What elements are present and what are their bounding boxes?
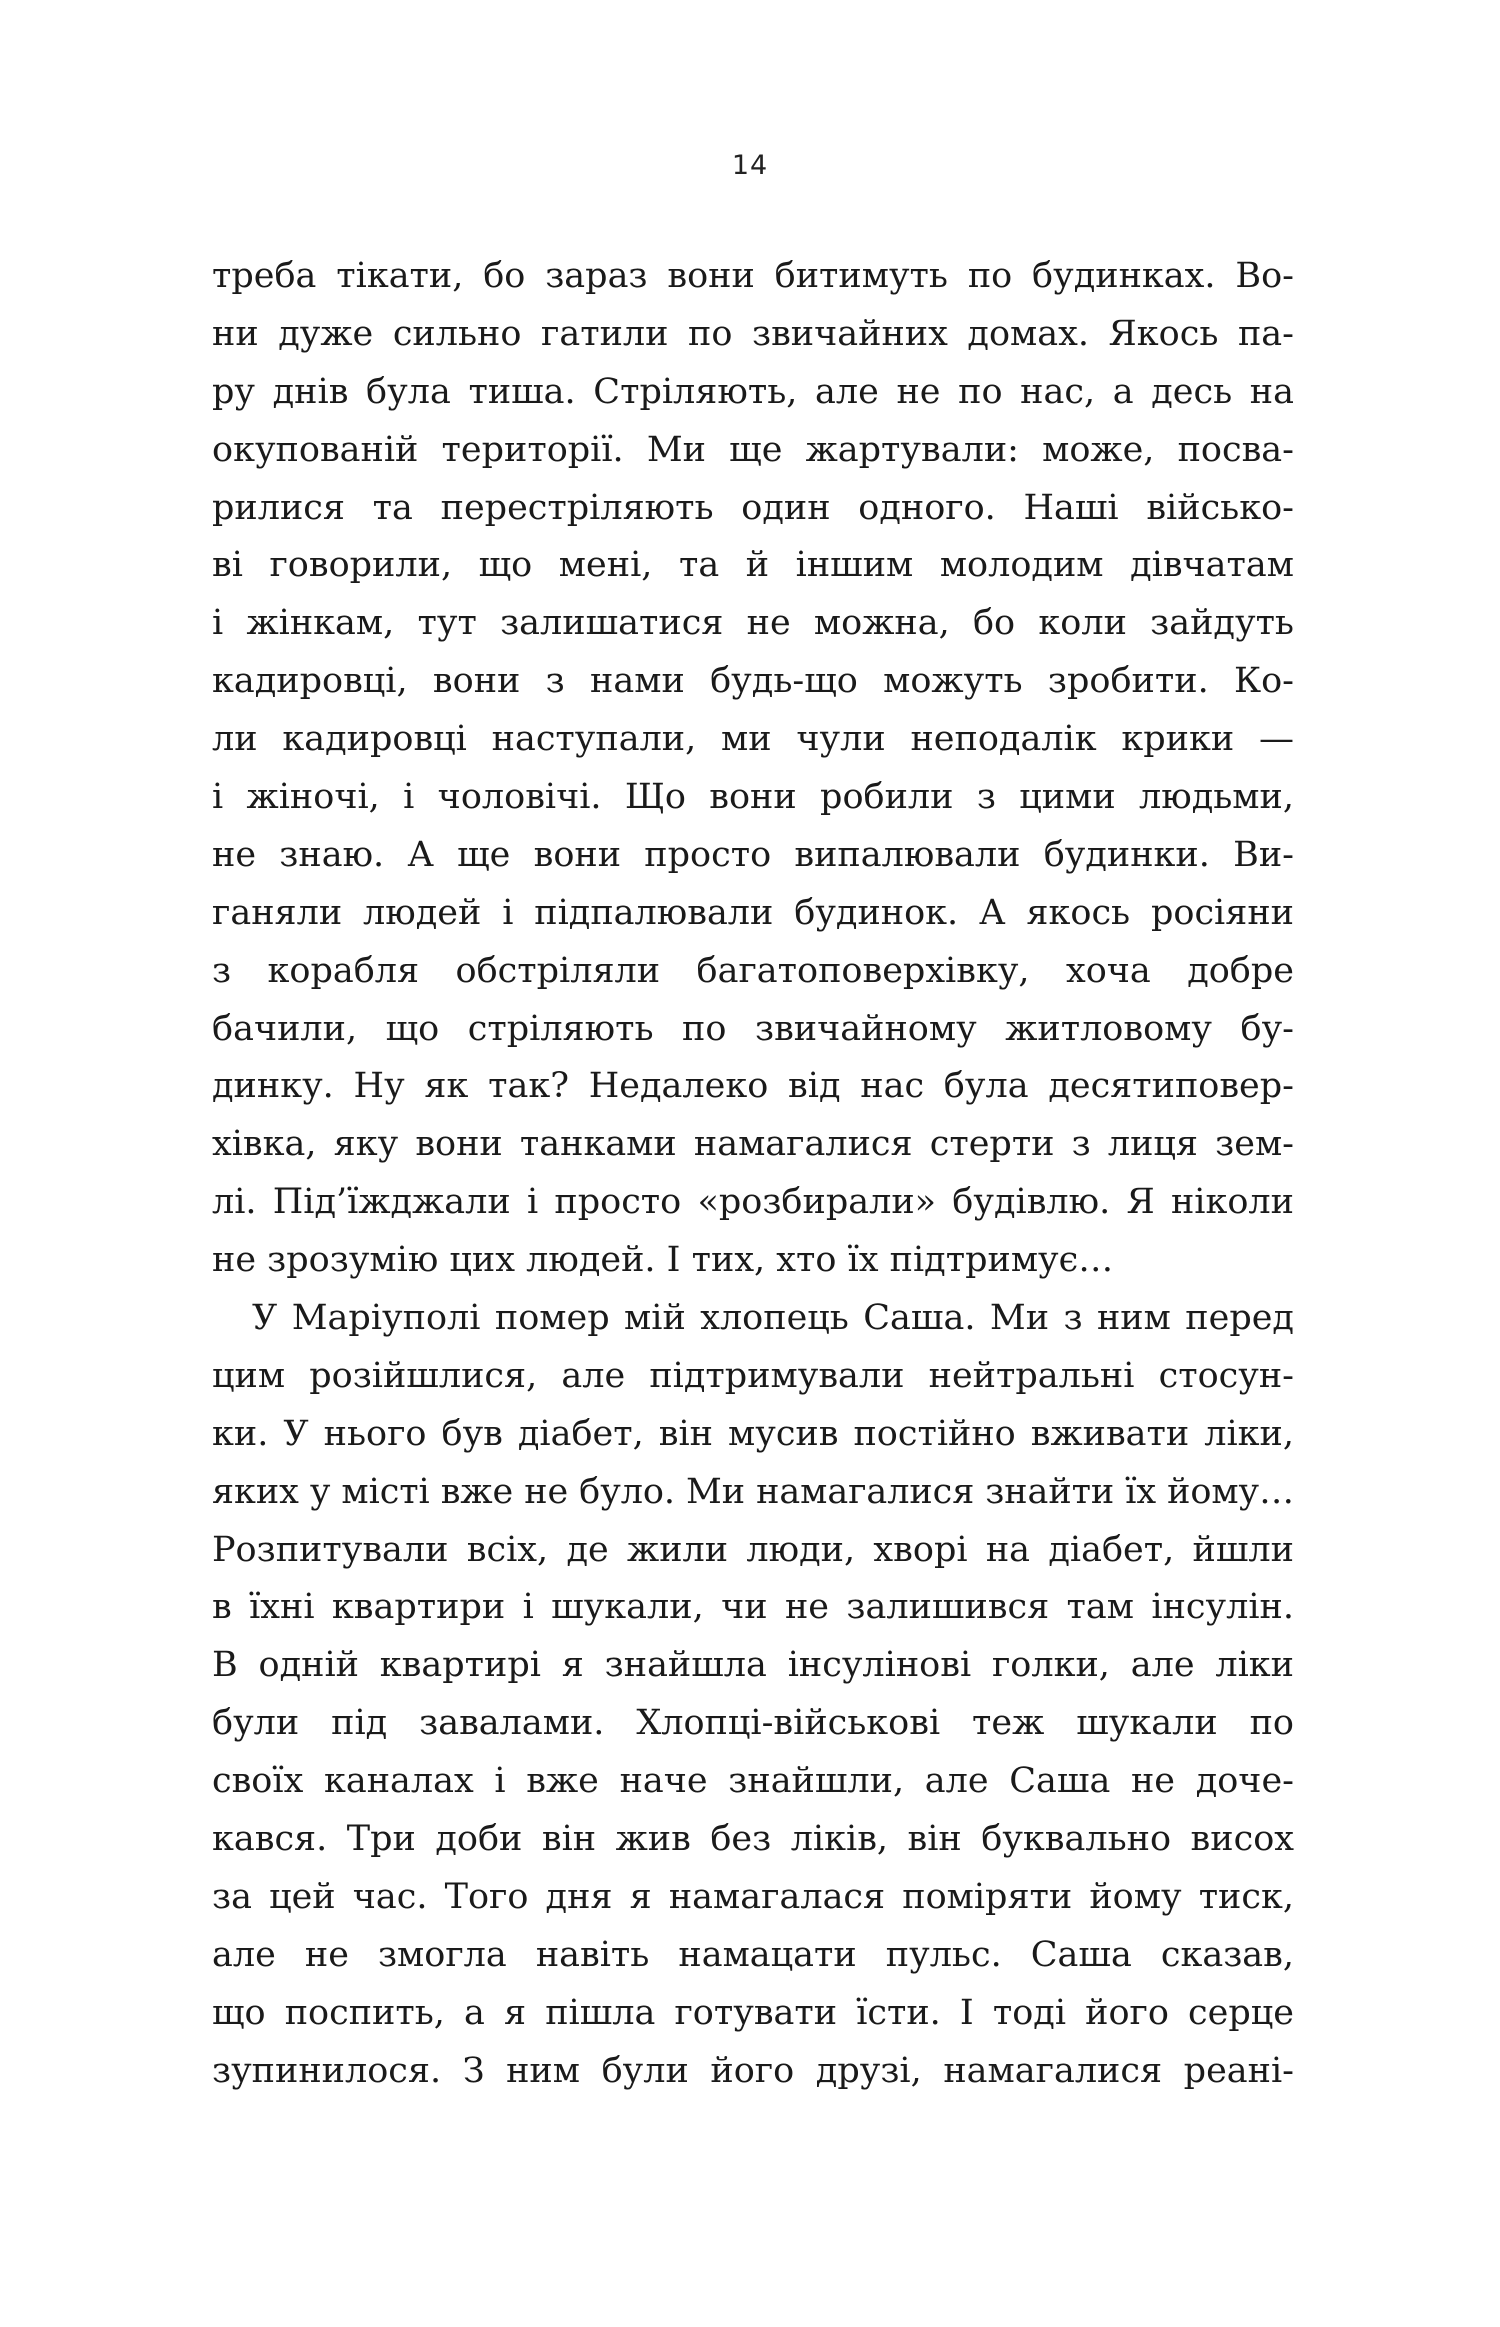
text-line: ни дуже сильно гатили по звичайних домах. Якось па- [212,313,1294,354]
text-line: Розпитували всіх, де жили люди, хворі на діабет, йшли [212,1529,1294,1570]
text-line: що поспить, а я пішла готувати їсти. І тоді його серце [212,1992,1294,2033]
page-number: 14 [731,150,769,181]
text-line: і жінкам, тут залишатися не можна, бо коли зайдуть [212,603,1294,644]
text-line: окупованій території. Ми ще жартували: може, посва- [212,429,1294,470]
text-line: бачили, що стріляють по звичайному житловому бу- [212,1008,1294,1049]
text-line: не знаю. А ще вони просто випалювали будинки. Ви- [212,834,1294,875]
text-line: не зрозумію цих людей. І тих, хто їх підтримує… [212,1240,1114,1281]
text-line: В одній квартирі я знайшла інсулінові голки, але ліки [212,1645,1294,1686]
text-line: з корабля обстріляли багатоповерхівку, хоча добре [212,950,1294,991]
text-line: кадировці, вони з нами будь-що можуть зробити. Ко- [212,661,1294,702]
text-line: ру днів була тиша. Стріляють, але не по нас, а десь на [212,371,1294,412]
text-line: рилися та перестріляють один одного. Наші військо- [212,487,1294,528]
text-line: були під завалами. Хлопці-військові теж шукали по [212,1703,1294,1744]
text-line: хівка, яку вони танками намагалися стерти з лиця зем- [212,1124,1294,1165]
text-line: своїх каналах і вже наче знайшли, але Саша не доче- [212,1761,1294,1802]
text-line: яких у місті вже не було. Ми намагалися знайти їх йому… [212,1471,1295,1512]
text-line: але не змогла навіть намацати пульс. Саша сказав, [212,1934,1294,1975]
text-line: зупинилося. З ним були його друзі, намагалися реані- [212,2050,1294,2091]
text-line: треба тікати, бо зараз вони битимуть по будинках. Во- [212,256,1294,296]
text-line: лі. Під’їжджали і просто «розбирали» будівлю. Я ніколи [212,1182,1294,1223]
text-line: за цей час. Того дня я намагалася поміряти йому тиск, [212,1876,1294,1917]
text-line: ли кадировці наступали, ми чули неподалік крики — [212,719,1294,760]
text-line: кався. Три доби він жив без ліків, він буквально висох [212,1819,1294,1860]
text-line: ки. У нього був діабет, він мусив постійно вживати ліки, [212,1413,1294,1454]
text-line: динку. Ну як так? Недалеко від нас була десятиповер- [212,1066,1294,1107]
text-line: в їхні квартири і шукали, чи не залишився там інсулін. [212,1587,1294,1628]
body-text [212,248,1294,2101]
text-line: і жіночі, і чоловічі. Що вони робили з цими людьми, [212,777,1294,818]
text-line: ганяли людей і підпалювали будинок. А якось росіяни [212,892,1294,933]
text-line: У Маріуполі помер мій хлопець Саша. Ми з ним перед [252,1298,1294,1339]
text-line: ві говорили, що мені, та й іншим молодим дівчатам [212,545,1294,586]
text-line: цим розійшлися, але підтримували нейтральні стосун- [212,1355,1294,1396]
